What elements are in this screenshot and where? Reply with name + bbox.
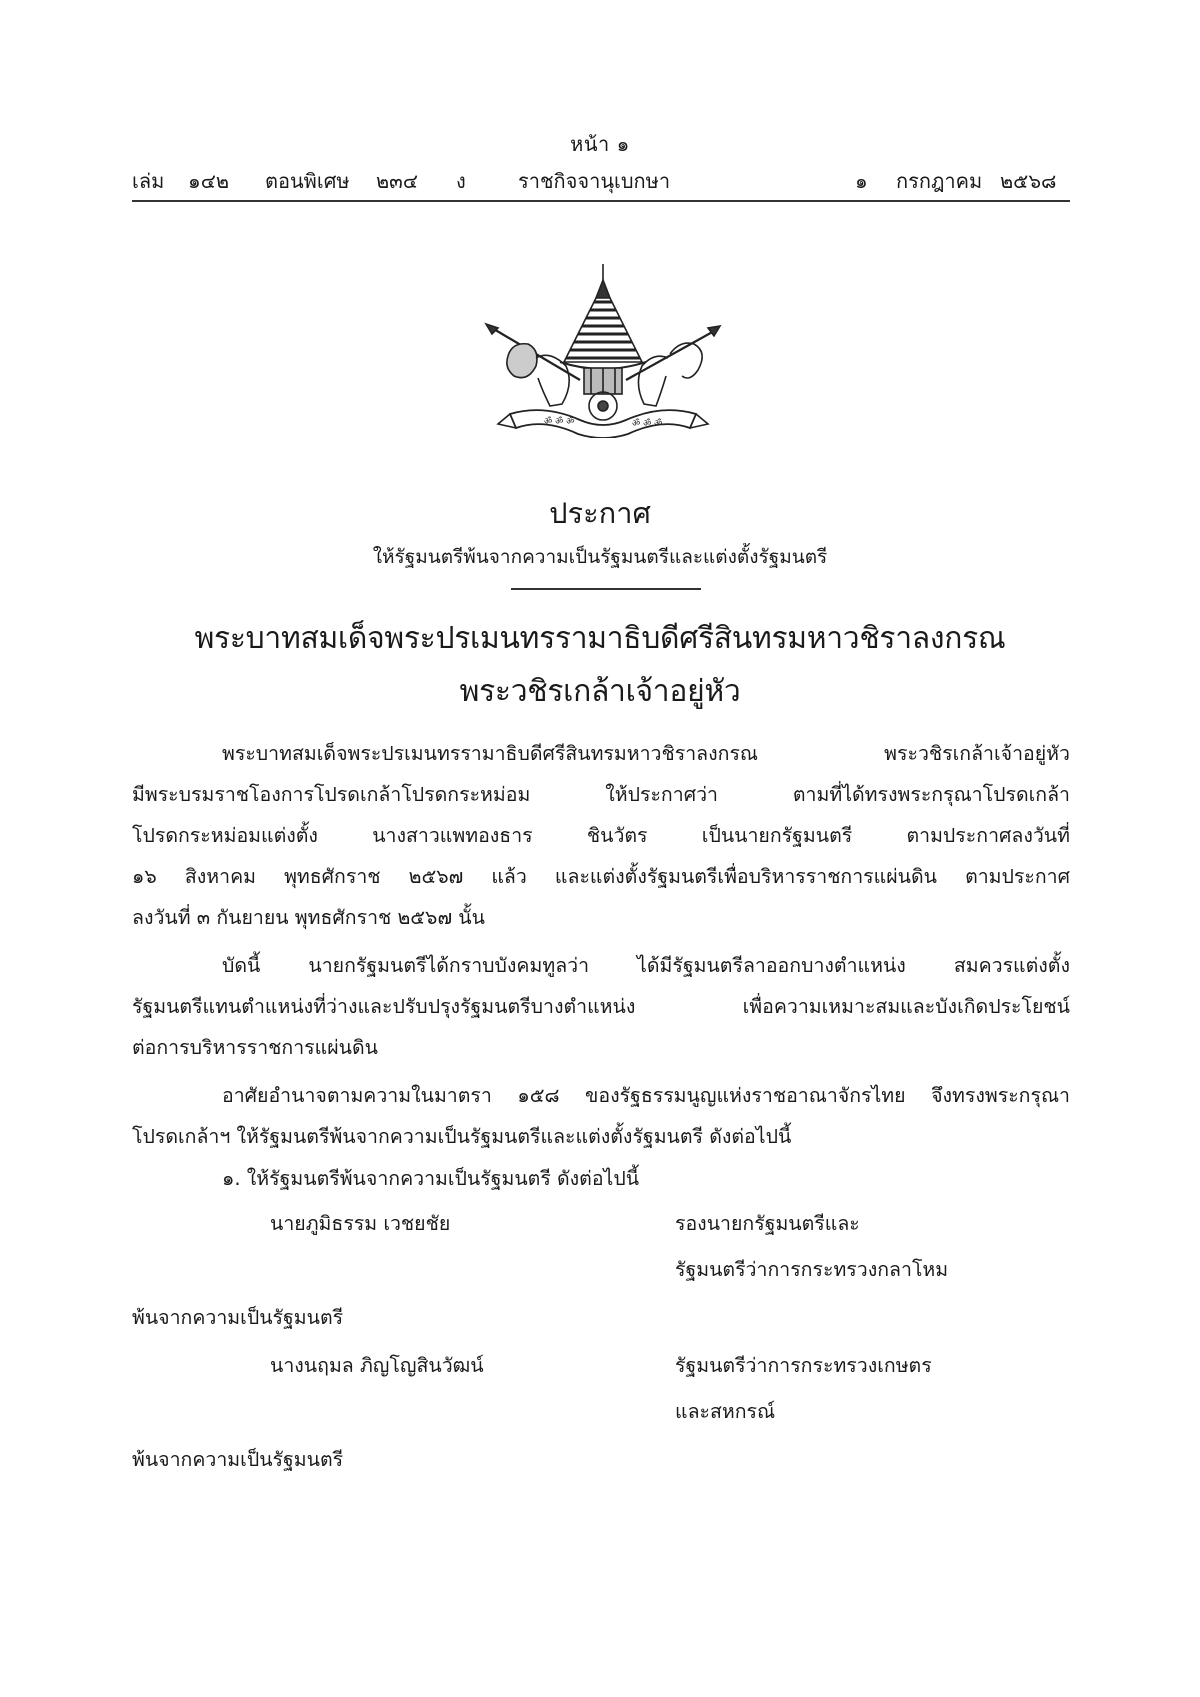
para2-line-1: บัดนี้ นายกรัฐมนตรีได้กราบบังคมทูลว่า ได้มีรัฐมนตรีลาออกบางตำแหน่ง สมควรแต่งตั้ง [222,954,1070,977]
para1-line-5: ลงวันที่ ๓ กันยายน พุทธศักราช ๒๕๖๗ นั้น [132,906,485,929]
para2-line-2: รัฐมนตรีแทนตำแหน่งที่ว่างและปรับปรุงรัฐมนตรีบางตำแหน่ง เพื่อความเหมาะสมและบังเกิดประโยชน์ [132,995,1070,1018]
para1-line-3: โปรดกระหม่อมแต่งตั้ง นางสาวแพทองธาร ชินวัตร เป็นนายกรัฐมนตรี ตามประกาศลงวันที่ [132,824,1070,847]
svg-text:ॐ ॐ ॐ: ॐ ॐ ॐ [544,417,575,427]
para1-line-4: ๑๖ สิงหาคม พุทธศักราช ๒๕๖๗ แล้ว และแต่งตั้งรัฐมนตรีเพื่อบริหารราชการแผ่นดิน ตามประกาศ [132,865,1070,888]
date-year: ๒๕๖๘ [1000,169,1057,193]
para1-line-1: พระบาทสมเด็จพระปรเมนทรรามาธิบดีศรีสินทรมหาวชิราลงกรณ พระวชิรเกล้าเจ้าอยู่หัว [222,742,1070,765]
removal-1-name: นายภูมิธรรม เวชยชัย [270,1212,451,1235]
item1-heading: ๑. ให้รัฐมนตรีพ้นจากความเป็นรัฐมนตรี ดังต่อไปนี้ [222,1167,640,1190]
volume-number: ๑๔๒ [188,169,230,193]
announcement-heading: ประกาศ [549,496,651,530]
removal-1-result: พ้นจากความเป็นรัฐมนตรี [132,1306,344,1329]
para2-line-3: ต่อการบริหารราชการแผ่นดิน [132,1036,378,1059]
announcement-subject: ให้รัฐมนตรีพ้นจากความเป็นรัฐมนตรีและแต่งตั้งรัฐมนตรี [372,546,828,568]
volume-label: เล่ม [132,169,165,193]
removal-1-position-line-1: รองนายกรัฐมนตรีและ [675,1212,860,1235]
removal-2-position-line-1: รัฐมนตรีว่าการกระทรวงเกษตร [675,1354,932,1377]
title-divider [511,588,701,590]
issue-letter: ง [456,169,466,193]
removal-2-result: พ้นจากความเป็นรัฐมนตรี [132,1448,344,1471]
svg-text:ॐ ॐ ॐ: ॐ ॐ ॐ [632,419,663,429]
removal-2-name: นางนฤมล ภิญโญสินวัฒน์ [270,1354,484,1377]
issue-number: ๒๓๔ [376,169,418,193]
removal-2-position-line-2: และสหกรณ์ [675,1400,776,1423]
para3-line-1: อาศัยอำนาจตามความในมาตรา ๑๕๘ ของรัฐธรรมนูญแห่งราชอาณาจักรไทย จึงทรงพระกรุณา [222,1084,1070,1107]
publication-name: ราชกิจจานุเบกษา [518,169,671,193]
para1-line-2: มีพระบรมราชโองการโปรดเกล้าโปรดกระหม่อม ให้ประกาศว่า ตามที่ได้ทรงพระกรุณาโปรดเกล้า [132,783,1070,806]
date-month: กรกฎาคม [896,169,983,193]
king-name-line-1: พระบาทสมเด็จพระปรเมนทรรามาธิบดีศรีสินทรมหาวชิราลงกรณ [194,621,1006,656]
date-day: ๑ [855,169,868,193]
issue-type: ตอนพิเศษ [265,169,350,193]
king-name-line-2: พระวชิรเกล้าเจ้าอยู่หัว [459,674,741,709]
page-number: หน้า ๑ [570,132,630,156]
header-divider [132,200,1070,202]
removal-1-position-line-2: รัฐมนตรีว่าการกระทรวงกลาโหม [675,1258,949,1281]
para3-line-2: โปรดเกล้าฯ ให้รัฐมนตรีพ้นจากความเป็นรัฐมนตรีและแต่งตั้งรัฐมนตรี ดังต่อไปนี้ [132,1125,792,1148]
royal-emblem-icon [484,258,722,438]
